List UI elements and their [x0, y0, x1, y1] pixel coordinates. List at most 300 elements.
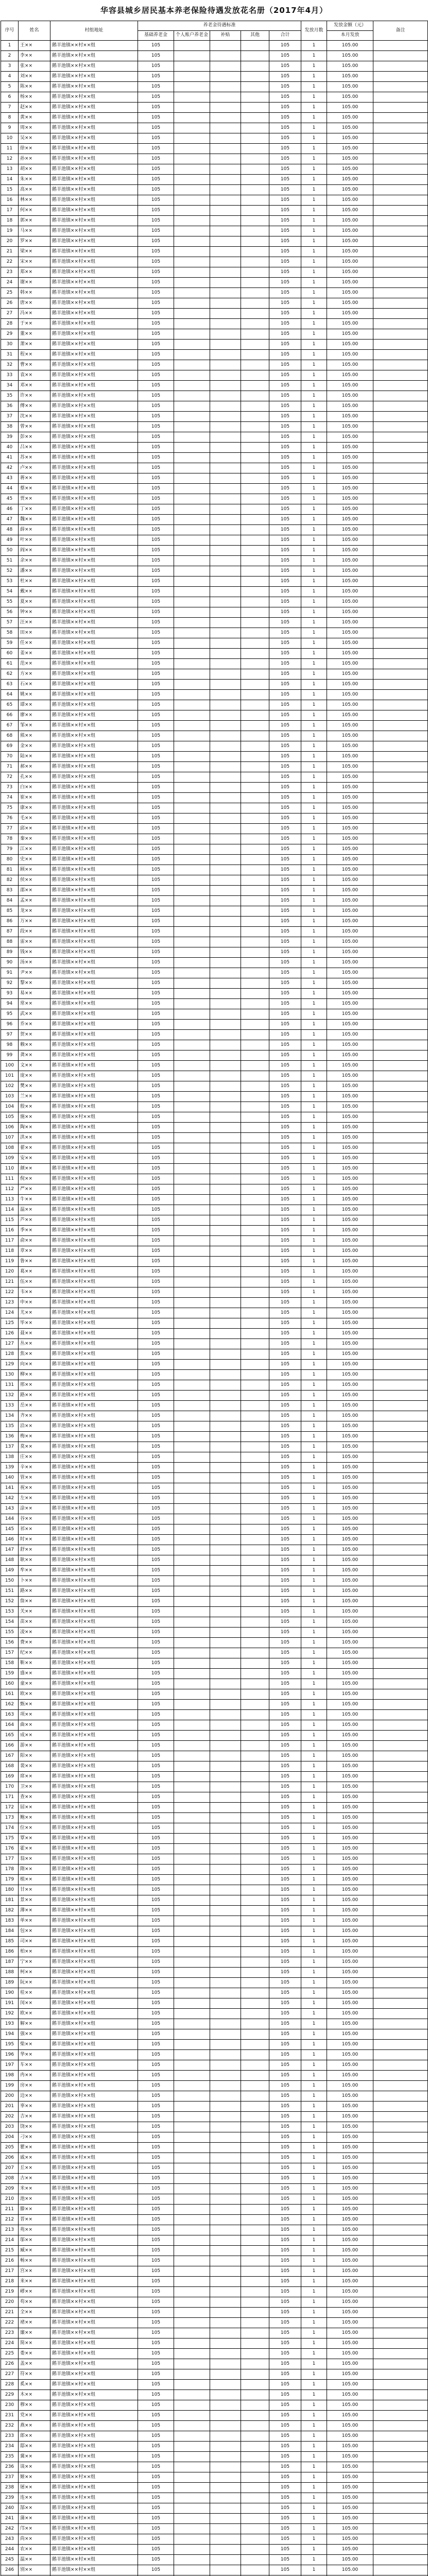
cell-address: 鹅羊池镇××村××组	[50, 1638, 138, 1648]
cell-remark	[373, 1339, 428, 1349]
cell-address: 鹅羊池镇××村××组	[50, 2359, 138, 2369]
cell-total: 105	[269, 1349, 301, 1360]
cell-other	[241, 2060, 269, 2071]
cell-amount: 105.00	[327, 1555, 373, 1566]
cell-months: 1	[301, 1442, 327, 1452]
table-row	[1, 1555, 428, 1566]
table-row	[1, 422, 428, 432]
cell-remark	[373, 309, 428, 319]
table-row	[1, 1298, 428, 1308]
cell-address: 鹅羊池镇××村××组	[50, 92, 138, 103]
table-row	[1, 1164, 428, 1174]
cell-name: 雷××	[19, 937, 50, 947]
cell-name: 顾××	[19, 865, 50, 875]
cell-basic-pension: 105	[138, 1844, 174, 1854]
cell-address: 鹅羊池镇××村××组	[50, 216, 138, 226]
cell-personal-account	[174, 1040, 210, 1050]
cell-seq: 44	[1, 484, 19, 494]
cell-address: 鹅羊池镇××村××组	[50, 1226, 138, 1236]
table-row	[1, 1318, 428, 1329]
cell-total: 105	[269, 1370, 301, 1380]
cell-total: 105	[269, 61, 301, 72]
cell-personal-account	[174, 2019, 210, 2029]
cell-remark	[373, 319, 428, 329]
cell-basic-pension: 105	[138, 2256, 174, 2266]
cell-months: 1	[301, 1277, 327, 1287]
cell-personal-account	[174, 360, 210, 370]
cell-amount: 105.00	[327, 2442, 373, 2452]
cell-subsidy	[210, 1834, 241, 1844]
cell-basic-pension: 105	[138, 525, 174, 535]
cell-remark	[373, 92, 428, 103]
cell-total: 105	[269, 2349, 301, 2359]
cell-name: 马××	[19, 226, 50, 236]
cell-other	[241, 906, 269, 917]
cell-basic-pension: 105	[138, 2483, 174, 2493]
cell-remark	[373, 360, 428, 370]
cell-total: 105	[269, 360, 301, 370]
cell-basic-pension: 105	[138, 1895, 174, 1906]
cell-months: 1	[301, 2472, 327, 2483]
cell-name: 米××	[19, 2184, 50, 2194]
cell-amount: 105.00	[327, 216, 373, 226]
cell-address: 鹅羊池镇××村××组	[50, 638, 138, 649]
cell-total: 105	[269, 1803, 301, 1813]
cell-remark	[373, 494, 428, 504]
cell-basic-pension: 105	[138, 844, 174, 855]
cell-name: 来××	[19, 2277, 50, 2287]
cell-personal-account	[174, 989, 210, 999]
cell-months: 1	[301, 2266, 327, 2277]
cell-seq: 117	[1, 1236, 19, 1246]
table-row	[1, 2452, 428, 2462]
cell-remark	[373, 1782, 428, 1792]
cell-other	[241, 1494, 269, 1504]
cell-seq: 114	[1, 1205, 19, 1215]
cell-months: 1	[301, 2534, 327, 2545]
cell-address: 鹅羊池镇××村××组	[50, 834, 138, 844]
cell-basic-pension: 105	[138, 1411, 174, 1421]
cell-name: 姜××	[19, 649, 50, 659]
cell-personal-account	[174, 2235, 210, 2246]
cell-remark	[373, 443, 428, 453]
cell-seq: 46	[1, 504, 19, 515]
cell-amount: 105.00	[327, 680, 373, 690]
cell-remark	[373, 2462, 428, 2472]
cell-total: 105	[269, 1154, 301, 1164]
cell-other	[241, 1514, 269, 1524]
cell-personal-account	[174, 1545, 210, 1555]
header-months: 发放月数	[301, 21, 327, 41]
cell-basic-pension: 105	[138, 1143, 174, 1154]
cell-basic-pension: 105	[138, 1277, 174, 1287]
cell-address: 鹅羊池镇××村××组	[50, 824, 138, 834]
cell-total: 105	[269, 1298, 301, 1308]
cell-basic-pension: 105	[138, 649, 174, 659]
cell-address: 鹅羊池镇××村××组	[50, 927, 138, 937]
cell-other	[241, 978, 269, 989]
cell-other	[241, 391, 269, 401]
cell-months: 1	[301, 618, 327, 628]
cell-basic-pension: 105	[138, 2545, 174, 2555]
header-remark: 备注	[373, 21, 428, 41]
cell-name: 臧××	[19, 2246, 50, 2256]
cell-basic-pension: 105	[138, 443, 174, 453]
cell-subsidy	[210, 1360, 241, 1370]
cell-remark	[373, 1329, 428, 1339]
cell-basic-pension: 105	[138, 1617, 174, 1628]
cell-remark	[373, 2400, 428, 2411]
cell-seq: 6	[1, 92, 19, 103]
cell-months: 1	[301, 412, 327, 422]
cell-name: 杨××	[19, 92, 50, 103]
cell-personal-account	[174, 1184, 210, 1195]
cell-total: 105	[269, 1586, 301, 1597]
cell-amount: 105.00	[327, 1803, 373, 1813]
cell-name: 赖××	[19, 1040, 50, 1050]
cell-remark	[373, 587, 428, 597]
cell-personal-account	[174, 587, 210, 597]
cell-basic-pension: 105	[138, 340, 174, 350]
cell-seq: 145	[1, 1524, 19, 1535]
cell-amount: 105.00	[327, 1380, 373, 1391]
cell-basic-pension: 105	[138, 731, 174, 741]
cell-personal-account	[174, 978, 210, 989]
cell-personal-account	[174, 546, 210, 556]
cell-seq: 154	[1, 1617, 19, 1628]
cell-amount: 105.00	[327, 1308, 373, 1318]
cell-name: 阎××	[19, 546, 50, 556]
cell-amount: 105.00	[327, 968, 373, 978]
cell-personal-account	[174, 1761, 210, 1772]
table-row	[1, 154, 428, 164]
cell-seq: 107	[1, 1133, 19, 1143]
cell-subsidy	[210, 2163, 241, 2174]
cell-basic-pension: 105	[138, 968, 174, 978]
cell-subsidy	[210, 1432, 241, 1442]
cell-address: 鹅羊池镇××村××组	[50, 906, 138, 917]
cell-name: 江××	[19, 844, 50, 855]
cell-seq: 109	[1, 1154, 19, 1164]
cell-personal-account	[174, 896, 210, 906]
cell-name: 凌××	[19, 1628, 50, 1638]
cell-other	[241, 2071, 269, 2081]
cell-months: 1	[301, 1926, 327, 1937]
cell-remark	[373, 2112, 428, 2122]
cell-months: 1	[301, 113, 327, 123]
cell-subsidy	[210, 577, 241, 587]
cell-total: 105	[269, 1020, 301, 1030]
cell-remark	[373, 721, 428, 731]
cell-name: 祝××	[19, 1483, 50, 1494]
cell-subsidy	[210, 1030, 241, 1040]
cell-seq: 132	[1, 1391, 19, 1401]
cell-amount: 105.00	[327, 133, 373, 144]
table-row	[1, 1030, 428, 1040]
cell-amount: 105.00	[327, 164, 373, 175]
cell-total: 105	[269, 607, 301, 618]
cell-amount: 105.00	[327, 1576, 373, 1586]
cell-months: 1	[301, 1741, 327, 1751]
cell-subsidy	[210, 1370, 241, 1380]
cell-name: 郭××	[19, 216, 50, 226]
cell-name: 梅××	[19, 1432, 50, 1442]
cell-seq: 240	[1, 2503, 19, 2514]
cell-remark	[373, 2040, 428, 2050]
cell-personal-account	[174, 175, 210, 185]
cell-total: 105	[269, 2524, 301, 2534]
table-row	[1, 1050, 428, 1061]
cell-amount: 105.00	[327, 1081, 373, 1092]
cell-address: 鹅羊池镇××村××组	[50, 175, 138, 185]
cell-total: 105	[269, 1483, 301, 1494]
cell-remark	[373, 1937, 428, 1947]
cell-total: 105	[269, 1926, 301, 1937]
table-row	[1, 1370, 428, 1380]
table-row	[1, 1483, 428, 1494]
cell-amount: 105.00	[327, 1102, 373, 1112]
cell-months: 1	[301, 917, 327, 927]
cell-other	[241, 2431, 269, 2442]
cell-months: 1	[301, 2338, 327, 2349]
cell-remark	[373, 1988, 428, 1998]
cell-name: 芦××	[19, 1215, 50, 1226]
cell-total: 105	[269, 484, 301, 494]
cell-subsidy	[210, 721, 241, 731]
cell-remark	[373, 2442, 428, 2452]
table-row	[1, 607, 428, 618]
cell-other	[241, 1535, 269, 1545]
cell-remark	[373, 1020, 428, 1030]
cell-basic-pension: 105	[138, 1452, 174, 1463]
cell-subsidy	[210, 1720, 241, 1731]
cell-total: 105	[269, 412, 301, 422]
cell-amount: 105.00	[327, 1205, 373, 1215]
header-total: 合计	[269, 31, 301, 41]
cell-personal-account	[174, 1751, 210, 1761]
cell-personal-account	[174, 1257, 210, 1267]
cell-amount: 105.00	[327, 1473, 373, 1483]
cell-amount: 105.00	[327, 577, 373, 587]
cell-other	[241, 288, 269, 298]
cell-amount: 105.00	[327, 649, 373, 659]
cell-months: 1	[301, 2174, 327, 2184]
cell-remark	[373, 1968, 428, 1978]
cell-months: 1	[301, 741, 327, 752]
cell-name: 李××	[19, 51, 50, 61]
cell-subsidy	[210, 947, 241, 958]
cell-months: 1	[301, 92, 327, 103]
cell-amount: 105.00	[327, 2565, 373, 2575]
cell-name: 柴××	[19, 2040, 50, 2050]
cell-remark	[373, 1854, 428, 1865]
cell-subsidy	[210, 1473, 241, 1483]
cell-name: 简××	[19, 2338, 50, 2349]
cell-basic-pension: 105	[138, 1875, 174, 1885]
cell-amount: 105.00	[327, 2225, 373, 2235]
cell-remark	[373, 906, 428, 917]
cell-remark	[373, 638, 428, 649]
cell-months: 1	[301, 1123, 327, 1133]
cell-address: 鹅羊池镇××村××组	[50, 1401, 138, 1411]
cell-amount: 105.00	[327, 1030, 373, 1040]
cell-other	[241, 1473, 269, 1483]
table-row	[1, 1432, 428, 1442]
cell-seq: 25	[1, 288, 19, 298]
cell-total: 105	[269, 1720, 301, 1731]
cell-address: 鹅羊池镇××村××组	[50, 1009, 138, 1020]
cell-basic-pension: 105	[138, 1123, 174, 1133]
cell-basic-pension: 105	[138, 1040, 174, 1050]
cell-personal-account	[174, 51, 210, 61]
cell-name: 方××	[19, 669, 50, 680]
cell-other	[241, 1391, 269, 1401]
cell-seq: 130	[1, 1370, 19, 1380]
cell-name: 蒲××	[19, 2514, 50, 2524]
cell-subsidy	[210, 1442, 241, 1452]
table-header	[1, 21, 428, 41]
cell-basic-pension: 105	[138, 824, 174, 834]
cell-subsidy	[210, 1123, 241, 1133]
cell-other	[241, 484, 269, 494]
cell-remark	[373, 401, 428, 412]
cell-subsidy	[210, 1061, 241, 1071]
cell-months: 1	[301, 2483, 327, 2493]
header-address: 村组地址	[50, 21, 138, 41]
cell-seq: 98	[1, 1040, 19, 1050]
cell-other	[241, 2493, 269, 2503]
cell-other	[241, 1865, 269, 1875]
cell-remark	[373, 1494, 428, 1504]
table-row	[1, 484, 428, 494]
table-row	[1, 886, 428, 896]
cell-name: 宫××	[19, 2266, 50, 2277]
cell-subsidy	[210, 2308, 241, 2318]
cell-total: 105	[269, 1597, 301, 1607]
cell-subsidy	[210, 2349, 241, 2359]
cell-personal-account	[174, 1700, 210, 1710]
cell-name: 木××	[19, 2390, 50, 2400]
cell-months: 1	[301, 267, 327, 278]
cell-seq: 82	[1, 875, 19, 886]
cell-remark	[373, 2328, 428, 2338]
cell-amount: 105.00	[327, 2112, 373, 2122]
table-row	[1, 2524, 428, 2534]
table-row	[1, 2194, 428, 2205]
cell-seq: 166	[1, 1741, 19, 1751]
cell-other	[241, 92, 269, 103]
cell-other	[241, 2235, 269, 2246]
cell-subsidy	[210, 2483, 241, 2493]
cell-other	[241, 1267, 269, 1277]
cell-months: 1	[301, 1267, 327, 1277]
cell-basic-pension: 105	[138, 1494, 174, 1504]
cell-subsidy	[210, 1215, 241, 1226]
table-row	[1, 2514, 428, 2524]
cell-basic-pension: 105	[138, 2359, 174, 2369]
cell-personal-account	[174, 113, 210, 123]
cell-other	[241, 855, 269, 865]
table-row	[1, 2143, 428, 2153]
cell-total: 105	[269, 1906, 301, 1916]
cell-amount: 105.00	[327, 1154, 373, 1164]
cell-subsidy	[210, 1020, 241, 1030]
cell-seq: 7	[1, 103, 19, 113]
cell-amount: 105.00	[327, 360, 373, 370]
table-row	[1, 1566, 428, 1576]
cell-amount: 105.00	[327, 422, 373, 432]
cell-subsidy	[210, 133, 241, 144]
cell-months: 1	[301, 1349, 327, 1360]
table-row	[1, 2462, 428, 2472]
cell-address: 鹅羊池镇××村××组	[50, 1937, 138, 1947]
cell-months: 1	[301, 1112, 327, 1123]
cell-remark	[373, 340, 428, 350]
cell-seq: 22	[1, 257, 19, 267]
cell-amount: 105.00	[327, 1947, 373, 1957]
cell-amount: 105.00	[327, 607, 373, 618]
cell-name: 童××	[19, 1679, 50, 1689]
cell-remark	[373, 2225, 428, 2235]
cell-address: 鹅羊池镇××村××组	[50, 556, 138, 566]
cell-personal-account	[174, 1988, 210, 1998]
cell-remark	[373, 2132, 428, 2143]
cell-seq: 149	[1, 1566, 19, 1576]
cell-personal-account	[174, 772, 210, 783]
cell-subsidy	[210, 2174, 241, 2184]
table-row	[1, 772, 428, 783]
cell-seq: 221	[1, 2308, 19, 2318]
table-row	[1, 2411, 428, 2421]
cell-remark	[373, 968, 428, 978]
cell-other	[241, 1895, 269, 1906]
cell-personal-account	[174, 1998, 210, 2009]
cell-subsidy	[210, 515, 241, 525]
cell-other	[241, 2400, 269, 2411]
table-row	[1, 1123, 428, 1133]
cell-seq: 183	[1, 1916, 19, 1926]
cell-total: 105	[269, 1040, 301, 1050]
cell-basic-pension: 105	[138, 350, 174, 360]
cell-remark	[373, 886, 428, 896]
cell-address: 鹅羊池镇××村××组	[50, 1370, 138, 1380]
cell-basic-pension: 105	[138, 690, 174, 700]
cell-other	[241, 1081, 269, 1092]
cell-seq: 67	[1, 721, 19, 731]
cell-address: 鹅羊池镇××村××组	[50, 1865, 138, 1875]
cell-address: 鹅羊池镇××村××组	[50, 350, 138, 360]
cell-other	[241, 1452, 269, 1463]
cell-name: 牟××	[19, 1566, 50, 1576]
cell-name: 陶××	[19, 1123, 50, 1133]
cell-basic-pension: 105	[138, 1545, 174, 1555]
cell-address: 鹅羊池镇××村××组	[50, 267, 138, 278]
cell-address: 鹅羊池镇××村××组	[50, 1391, 138, 1401]
table-row	[1, 1700, 428, 1710]
cell-personal-account	[174, 1432, 210, 1442]
cell-remark	[373, 298, 428, 309]
cell-personal-account	[174, 515, 210, 525]
cell-personal-account	[174, 103, 210, 113]
cell-total: 105	[269, 1761, 301, 1772]
cell-name: 金××	[19, 741, 50, 752]
cell-seq: 243	[1, 2534, 19, 2545]
cell-personal-account	[174, 803, 210, 814]
cell-months: 1	[301, 906, 327, 917]
cell-address: 鹅羊池镇××村××组	[50, 412, 138, 422]
cell-other	[241, 638, 269, 649]
cell-amount: 105.00	[327, 1937, 373, 1947]
